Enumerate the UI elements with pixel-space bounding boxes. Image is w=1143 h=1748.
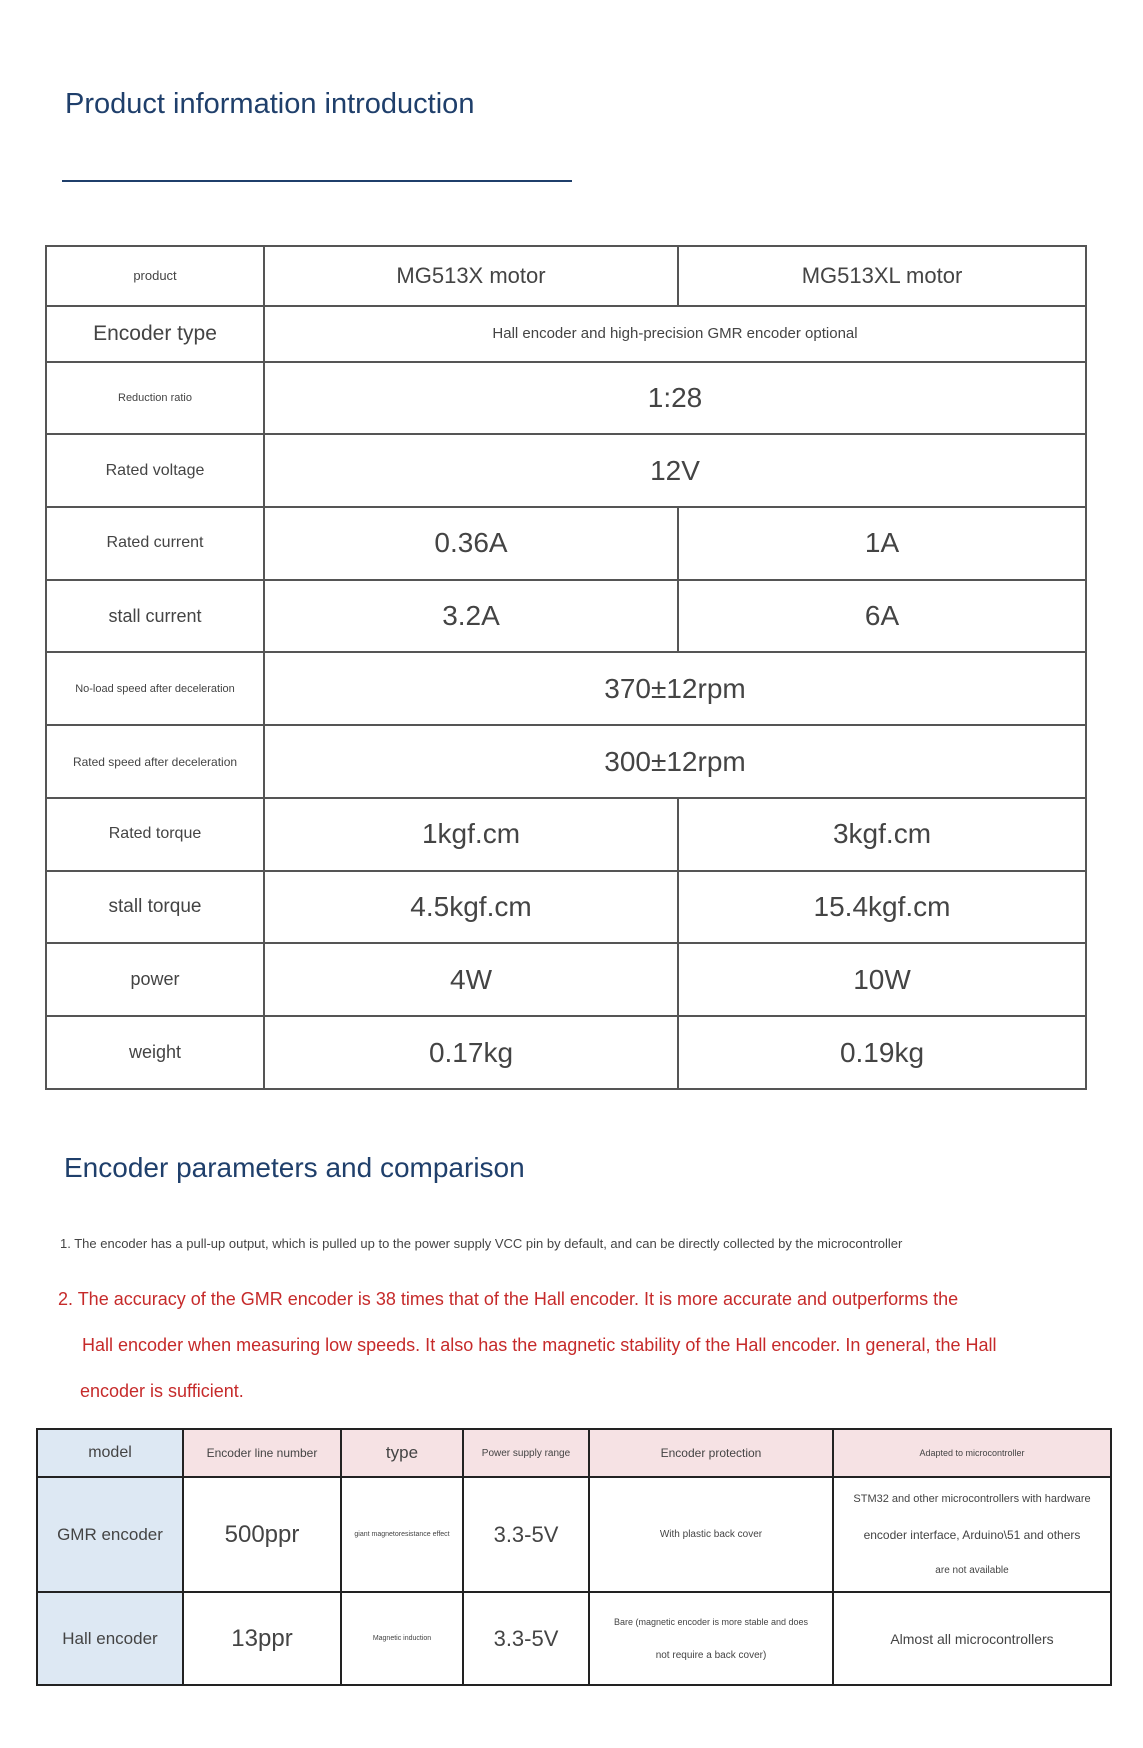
note-pullup: 1. The encoder has a pull-up output, which is pulled up to the power supply VCC pin by default, and can be directly collected by the microcontroller <box>60 1236 903 1251</box>
adapted-line: STM32 and other microcontrollers with hardware <box>853 1492 1091 1505</box>
encoder-row-gmr <box>37 1477 1111 1592</box>
protection-cell: With plastic back cover <box>589 1477 833 1592</box>
line-number-cell: 13ppr <box>183 1592 341 1685</box>
spec-value: 370±12rpm <box>264 652 1086 725</box>
header-model: model <box>37 1429 183 1477</box>
note-accuracy <box>58 1276 1058 1414</box>
spec-label: weight <box>46 1016 264 1089</box>
spec-row-noload-speed <box>46 652 1086 725</box>
spec-value: Hall encoder and high-precision GMR encoder optional <box>264 306 1086 362</box>
model-cell: GMR encoder <box>37 1477 183 1592</box>
spec-header-row <box>46 246 1086 306</box>
spec-value: 3.2A <box>264 580 678 653</box>
protection-cell <box>589 1592 833 1685</box>
encoder-section-title: Encoder parameters and comparison <box>64 1152 525 1183</box>
spec-label: No-load speed after deceleration <box>46 652 264 725</box>
spec-value: 1A <box>678 507 1086 580</box>
type-cell: giant magnetoresistance effect <box>341 1477 463 1592</box>
header-line-number: Encoder line number <box>183 1429 341 1477</box>
spec-value: 0.36A <box>264 507 678 580</box>
spec-row-power <box>46 943 1086 1016</box>
spec-header-col1: MG513X motor <box>264 246 678 306</box>
power-cell: 3.3-5V <box>463 1477 589 1592</box>
adapted-cell: Almost all microcontrollers <box>833 1592 1111 1685</box>
title-underline <box>62 180 572 182</box>
spec-row-rated-speed <box>46 725 1086 798</box>
type-cell: Magnetic induction <box>341 1592 463 1685</box>
spec-value: 15.4kgf.cm <box>678 871 1086 944</box>
spec-value: 6A <box>678 580 1086 653</box>
spec-value: 0.19kg <box>678 1016 1086 1089</box>
spec-label: stall torque <box>46 871 264 944</box>
adapted-cell <box>833 1477 1111 1592</box>
line-number-cell: 500ppr <box>183 1477 341 1592</box>
adapted-line: are not available <box>935 1564 1009 1576</box>
header-power-supply: Power supply range <box>463 1429 589 1477</box>
spec-row-weight <box>46 1016 1086 1089</box>
header-type: type <box>341 1429 463 1477</box>
spec-value: 4W <box>264 943 678 1016</box>
spec-value: 1kgf.cm <box>264 798 678 871</box>
spec-row-reduction-ratio <box>46 362 1086 435</box>
spec-label: product <box>46 246 264 306</box>
note-accuracy-line: encoder is sufficient. <box>80 1381 244 1401</box>
spec-value: 0.17kg <box>264 1016 678 1089</box>
note-accuracy-line: 2. The accuracy of the GMR encoder is 38 times that of the Hall encoder. It is more accurate and outperforms the <box>58 1289 959 1309</box>
spec-label: Rated current <box>46 507 264 580</box>
model-cell: Hall encoder <box>37 1592 183 1685</box>
product-info-title: Product information introduction <box>65 88 475 120</box>
encoder-header-row <box>37 1429 1111 1477</box>
spec-value: 10W <box>678 943 1086 1016</box>
spec-row-stall-torque <box>46 871 1086 944</box>
encoder-comparison-table <box>36 1428 1112 1686</box>
header-protection: Encoder protection <box>589 1429 833 1477</box>
power-cell: 3.3-5V <box>463 1592 589 1685</box>
spec-label: Encoder type <box>46 306 264 362</box>
spec-header-col2: MG513XL motor <box>678 246 1086 306</box>
header-adapted: Adapted to microcontroller <box>833 1429 1111 1477</box>
spec-row-rated-torque <box>46 798 1086 871</box>
spec-row-rated-current <box>46 507 1086 580</box>
spec-row-rated-voltage <box>46 434 1086 507</box>
spec-label: power <box>46 943 264 1016</box>
spec-label: Rated torque <box>46 798 264 871</box>
spec-row-encoder-type <box>46 306 1086 362</box>
spec-value: 1:28 <box>264 362 1086 435</box>
spec-row-stall-current <box>46 580 1086 653</box>
protection-line: not require a back cover) <box>655 1649 767 1661</box>
spec-label: Rated voltage <box>46 434 264 507</box>
spec-value: 3kgf.cm <box>678 798 1086 871</box>
adapted-line: encoder interface, Arduino\51 and others <box>863 1527 1081 1542</box>
spec-label: Rated speed after deceleration <box>46 725 264 798</box>
note-accuracy-line: Hall encoder when measuring low speeds. It also has the magnetic stability of the Hall encoder. In general, the Hall <box>82 1335 997 1355</box>
spec-value: 300±12rpm <box>264 725 1086 798</box>
encoder-row-hall <box>37 1592 1111 1685</box>
spec-value: 4.5kgf.cm <box>264 871 678 944</box>
protection-line: Bare (magnetic encoder is more stable and does <box>613 1616 809 1627</box>
spec-label: stall current <box>46 580 264 653</box>
spec-label: Reduction ratio <box>46 362 264 435</box>
spec-value: 12V <box>264 434 1086 507</box>
product-spec-table <box>45 245 1087 1090</box>
